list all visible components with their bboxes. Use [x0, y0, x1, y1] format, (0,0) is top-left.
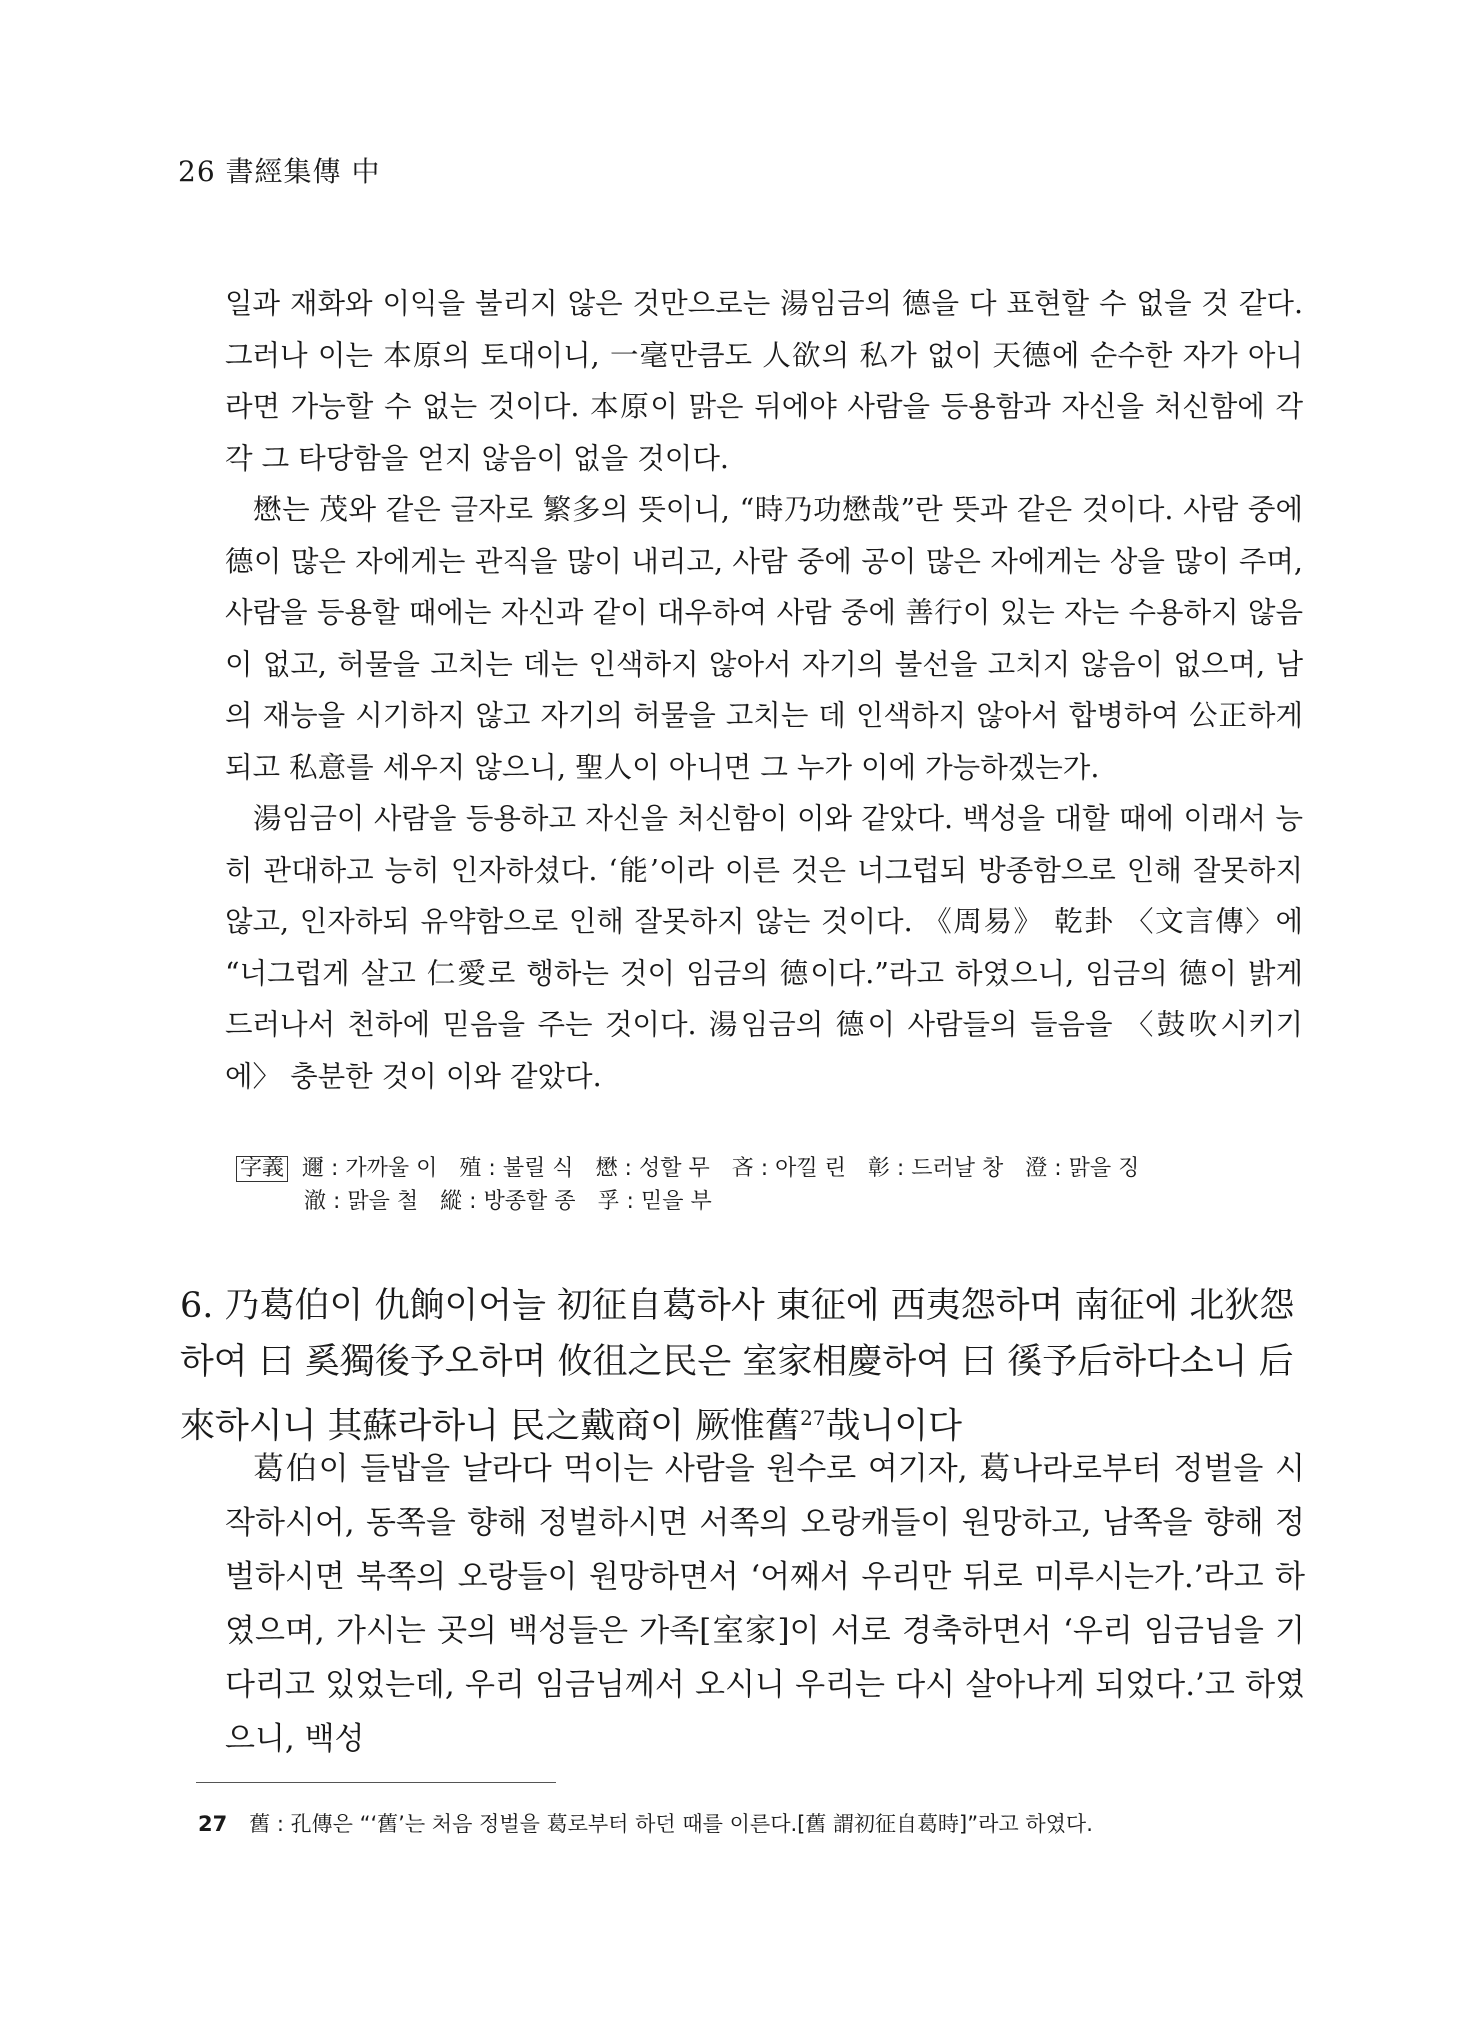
- commentary-paragraph: 일과 재화와 이익을 불리지 않은 것만으로는 湯임금의 德을 다 표현할 수 없을 것 같다. 그러나 이는 本原의 토대이니, 一毫만큼도 人欲의 私가 없이 天德에 순수한 자가 아니라면 가능할 수 없는 것이다. 本原이 맑은 뒤에야 사람을 등용함과 자신을 처신함에 각각 그 타당함을 얻지 않음이 없을 것이다.: [225, 287, 1303, 475]
- glossary-line: [236, 1152, 1296, 1185]
- page-number: 26: [178, 155, 216, 188]
- book-title: 書經集傳 中: [225, 155, 381, 188]
- footnote-text: 舊 : 孔傳은 “‘舊’는 처음 정벌을 葛로부터 하던 때를 이른다.[舊 謂初征自葛時]”라고 하였다.: [249, 1812, 1093, 1836]
- footnote: [198, 1808, 1298, 1838]
- footnote-number: 27: [198, 1812, 228, 1836]
- translation-paragraph: 葛伯이 들밥을 날라다 먹이는 사람을 원수로 여기자, 葛나라로부터 정벌을 시작하시어, 동쪽을 향해 정벌하시면 서쪽의 오랑캐들이 원망하고, 남쪽을 향해 정벌하시면 북쪽의 오랑들이 원망하면서 ‘어째서 우리만 뒤로 미루시는가.’라고 하였으며, 가시는 곳의 백성들은 가족[室家]이 서로 경축하면서 ‘우리 임금님을 기다리고 있었는데, 우리 임금님께서 오시니 우리는 다시 살아나게 되었다.’고 하였으니, 백성: [225, 1451, 1305, 1757]
- glossary-entries: 澈 : 맑을 철 縱 : 방종할 종 孚 : 믿을 부: [304, 1189, 712, 1214]
- glossary-tag: 字義: [236, 1156, 288, 1182]
- verse-body: 6. 乃葛伯이 仇餉이어늘 初征自葛하사 東征에 西夷怨하며 南征에 北狄怨하여 曰 奚獨後予오하며 攸徂之民은 室家相慶하여 曰 徯予后하다소니 后來하시니 其蘇라하니 民之戴商이 厥惟舊: [180, 1286, 1295, 1447]
- commentary-paragraph: 湯임금이 사람을 등용하고 자신을 처신함이 이와 같았다. 백성을 대할 때에 이래서 능히 관대하고 능히 인자하셨다. ‘能’이라 이른 것은 너그럽되 방종함으로 인해 잘못하지 않고, 인자하되 유약함으로 인해 잘못하지 않는 것이다. 《周易》 乾卦 〈文言傳〉에 “너그럽게 살고 仁愛로 행하는 것이 임금의 德이다.”라고 하였으니, 임금의 德이 밝게 드러나서 천하에 믿음을 주는 것이다. 湯임금의 德이 사람들의 들음을 〈鼓吹시키기에〉 충분한 것이 이와 같았다.: [225, 802, 1303, 1093]
- footnote-divider: [196, 1782, 556, 1783]
- footnote-reference: 27: [800, 1406, 826, 1430]
- glossary-entries: 邇 : 가까울 이 殖 : 불릴 식 懋 : 성할 무 吝 : 아낄 린 彰 : 드러날 창 澄 : 맑을 징: [302, 1156, 1140, 1181]
- running-header: [178, 150, 380, 190]
- translation-section: [225, 1442, 1305, 1766]
- glossary: [236, 1152, 1296, 1218]
- glossary-line: [236, 1185, 1296, 1218]
- commentary-section: [225, 278, 1303, 1102]
- verse-text: [180, 1278, 1305, 1455]
- verse-ending: 哉니이다: [825, 1406, 962, 1447]
- commentary-paragraph: 懋는 茂와 같은 글자로 繁多의 뜻이니, “時乃功懋哉”란 뜻과 같은 것이다. 사람 중에 德이 많은 자에게는 관직을 많이 내리고, 사람 중에 공이 많은 자에게는 상을 많이 주며, 사람을 등용할 때에는 자신과 같이 대우하여 사람 중에 善行이 있는 자는 수용하지 않음이 없고, 허물을 고치는 데는 인색하지 않아서 자기의 불선을 고치지 않음이 없으며, 남의 재능을 시기하지 않고 자기의 허물을 고치는 데 인색하지 않아서 합병하여 公正하게 되고 私意를 세우지 않으니, 聖人이 아니면 그 누가 이에 가능하겠는가.: [225, 493, 1303, 784]
